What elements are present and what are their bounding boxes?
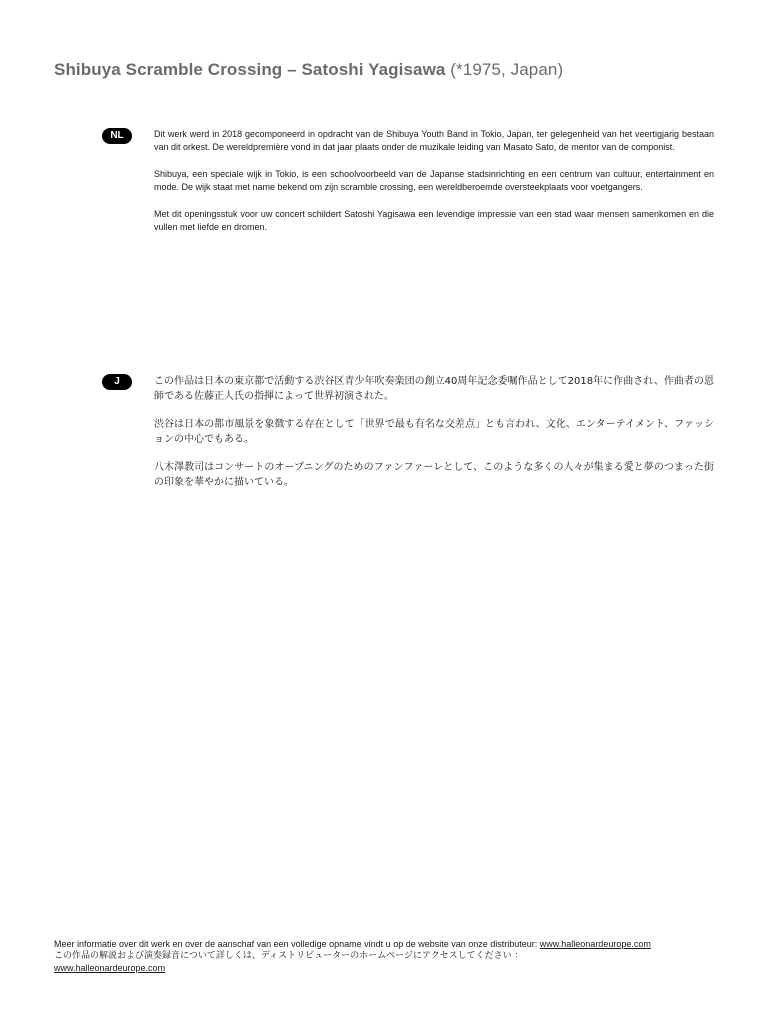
paragraph: この作品は日本の東京都で活動する渋谷区青少年吹奏楽団の創立40周年記念委嘱作品として2018年に作曲され、作曲者の恩師である佐藤正人氏の指揮によって世界初演された。 (154, 376, 714, 402)
page-title (54, 60, 734, 80)
distributor-link-jp[interactable]: www.halleonardeurope.com (54, 963, 166, 973)
footer-line-nl (54, 938, 718, 950)
footer (54, 938, 718, 974)
paragraph: Shibuya, een speciale wijk in Tokio, is een schoolvoorbeeld van de Japanse stadsinrichting en een centrum van cultuur, entertainment en mode. De wijk staat met name bekend om zijn scramble crossing, een wereldberoemde oversteekplaats voor voetgangers. (154, 169, 714, 192)
distributor-link-nl[interactable]: www.halleonardeurope.com (539, 939, 651, 949)
paragraph: Met dit openingsstuk voor uw concert schildert Satoshi Yagisawa een levendige impressie van een stad waar mensen samenkomen en die vullen met liefde en dromen. (154, 209, 714, 232)
section-dutch-body (154, 128, 714, 248)
paragraph: Dit werk werd in 2018 gecomponeerd in opdracht van de Shibuya Youth Band in Tokio, Japan, ter gelegenheid van het veertigjarig bestaan van dit orkest. De wereldpremière vond in dat jaar plaats onder de muzikale leiding van Masato Sato, de mentor van de componist. (154, 129, 714, 152)
section-japanese-body (154, 374, 714, 503)
composer-year-note: (*1975, Japan) (450, 60, 564, 79)
footer-text-nl: Meer informatie over dit werk en over de aanschaf van een volledige opname vindt u op de website van onze distributeur: (54, 939, 540, 949)
paragraph: 渋谷は日本の都市風景を象徴する存在として「世界で最も有名な交差点」とも言われ、文化、エンターテイメント、ファッションの中心でもある。 (154, 419, 714, 445)
paragraph: 八木澤教司はコンサートのオープニングのためのファンファーレとして、このような多くの人々が集まる愛と夢のつまった街の印象を華やかに描いている。 (154, 462, 714, 488)
language-badge-jp: J (102, 374, 132, 390)
footer-text-jp: この作品の解説および演奏録音について詳しくは、ディストリビューターのホームページにアクセスしてください ： (54, 951, 524, 961)
language-badge-nl: NL (102, 128, 132, 144)
work-title: Shibuya Scramble Crossing – Satoshi Yagisawa (54, 60, 446, 79)
